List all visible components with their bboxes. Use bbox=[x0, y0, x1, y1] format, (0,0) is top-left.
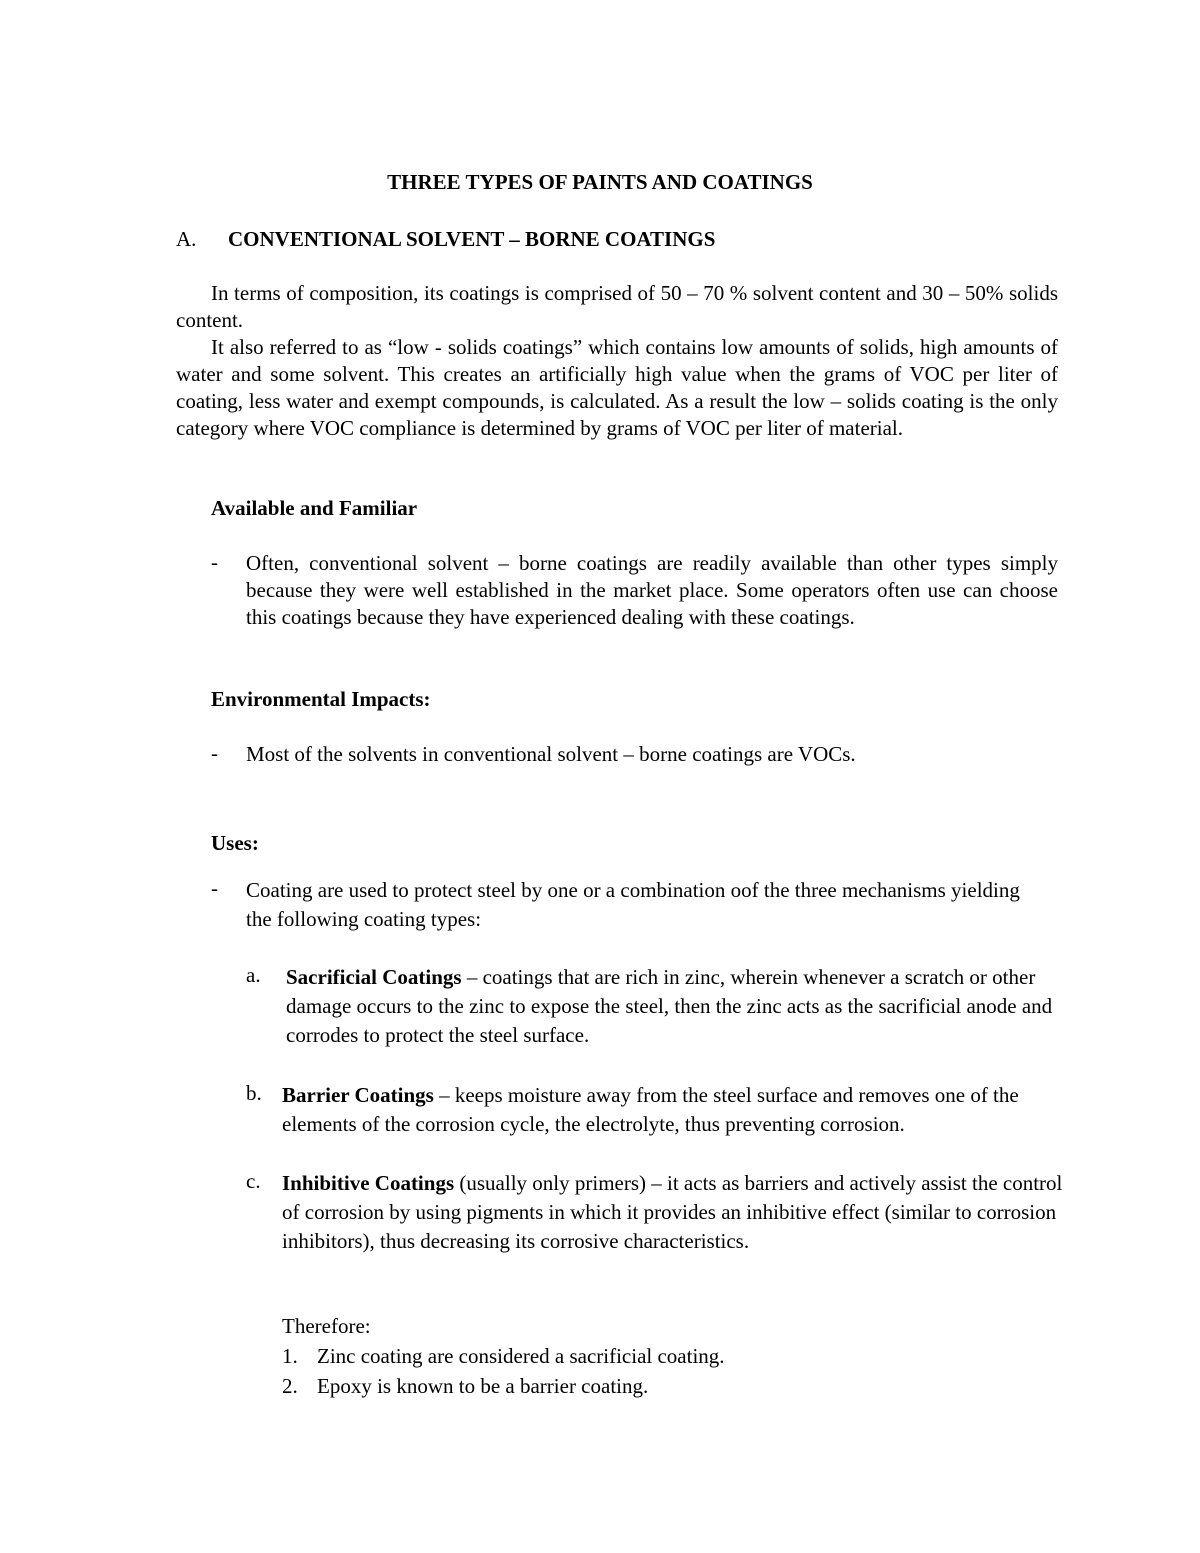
coating-item-sacrificial bbox=[286, 963, 1076, 1050]
section-letter: A. bbox=[176, 227, 197, 251]
uses-dash: - bbox=[211, 876, 218, 900]
paragraph-low-solids bbox=[176, 334, 1058, 442]
available-dash: - bbox=[211, 550, 218, 574]
uses-heading: Uses: bbox=[211, 831, 259, 855]
section-heading-text: CONVENTIONAL SOLVENT – BORNE COATINGS bbox=[228, 227, 716, 251]
coating-item-letter: c. bbox=[246, 1169, 261, 1193]
paragraph-low-solids-text: It also referred to as “low - solids coatings” which contains low amounts of solids, high amounts of water and some solvent. This creates an artificially high value when the grams of VOC per liter of coating, less water and exempt compounds, is calculated. As a result the low – solids coating is the only category where VOC compliance is determined by grams of VOC per liter of material. bbox=[176, 335, 1058, 440]
paragraph-composition-text: In terms of composition, its coatings is comprised of 50 – 70 % solvent content and 30 – 50% solids content. bbox=[176, 281, 1058, 332]
conclusion-text: Zinc coating are considered a sacrificial coating. bbox=[317, 1344, 725, 1368]
uses-text: Coating are used to protect steel by one or a combination oof the three mechanisms yielding the following coating types: bbox=[246, 878, 1020, 931]
document-title: THREE TYPES OF PAINTS AND COATINGS bbox=[387, 170, 813, 194]
environmental-text: Most of the solvents in conventional solvent – borne coatings are VOCs. bbox=[246, 742, 856, 766]
coating-item-term: Barrier Coatings bbox=[282, 1083, 434, 1107]
available-text: Often, conventional solvent – borne coatings are readily available than other types simply because they were well established in the market place. Some operators often use can choose this coatings because they have experienced dealing with these coatings. bbox=[246, 551, 1058, 629]
coating-item-description: – keeps moisture away from the steel surface and removes one of the elements of the corrosion cycle, the electrolyte, thus preventing corrosion. bbox=[282, 1083, 1019, 1136]
environmental-dash: - bbox=[211, 741, 218, 765]
coating-item-description: (usually only primers) – it acts as barriers and actively assist the control of corrosion by using pigments in which it provides an inhibitive effect (similar to corrosion inhibitors), thus decreasing its corrosive characteristics. bbox=[282, 1171, 1063, 1253]
conclusion-text: Epoxy is known to be a barrier coating. bbox=[317, 1374, 649, 1398]
conclusion-number: 1. bbox=[282, 1344, 298, 1368]
environmental-heading: Environmental Impacts: bbox=[211, 687, 431, 711]
section-heading bbox=[176, 227, 715, 252]
coating-item-description: – coatings that are rich in zinc, wherein whenever a scratch or other damage occurs to the zinc to expose the steel, then the zinc acts as the sacrificial anode and corrodes to protect the steel surface. bbox=[286, 965, 1053, 1047]
paragraph-composition bbox=[176, 280, 1058, 334]
therefore-label: Therefore: bbox=[282, 1314, 371, 1338]
available-heading: Available and Familiar bbox=[211, 496, 418, 520]
coating-item-inhibitive bbox=[282, 1169, 1072, 1256]
coating-item-letter: a. bbox=[246, 963, 261, 987]
coating-item-barrier bbox=[282, 1081, 1072, 1139]
coating-item-letter: b. bbox=[246, 1081, 262, 1105]
conclusion-number: 2. bbox=[282, 1374, 298, 1398]
coating-item-term: Sacrificial Coatings bbox=[286, 965, 462, 989]
coating-item-term: Inhibitive Coatings bbox=[282, 1171, 455, 1195]
